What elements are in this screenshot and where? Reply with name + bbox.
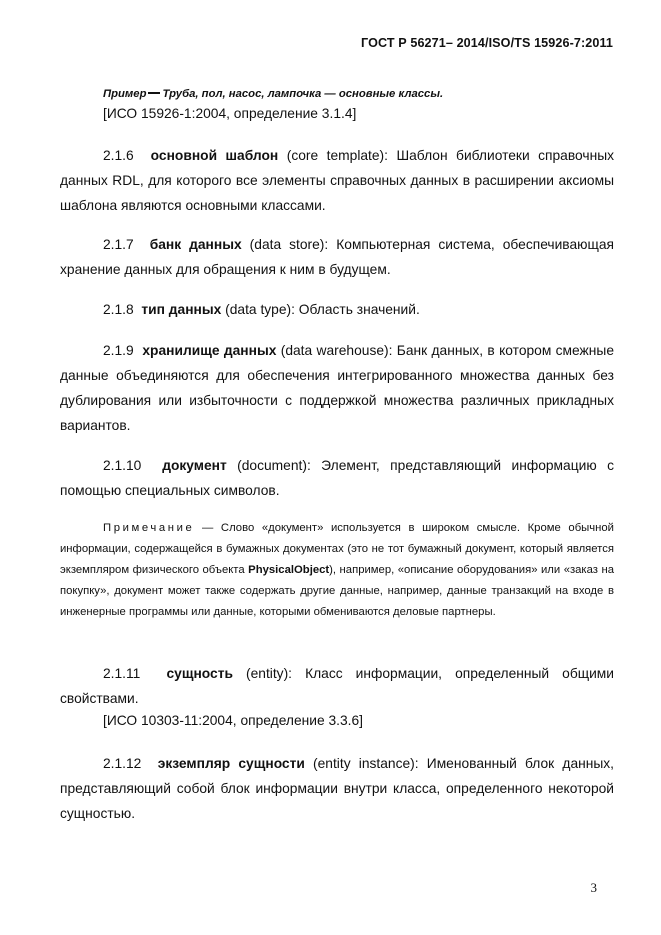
term: сущность: [166, 666, 233, 681]
reference-1: [ИСО 15926-1:2004, определение 3.1.4]: [103, 106, 357, 121]
dash-mark: [148, 92, 160, 94]
definition-text: (entity instance): Именованный блок данных, представляющий собой блок информации внутри класса, определенного некоторой сущностью.: [60, 756, 615, 821]
note-text-1: — Слово «документ» используется в широком смысле. Кроме обычной информации, содержащейся в бумажных документах (это не тот бумажный документ, который является экземпляром физического объекта: [60, 522, 614, 576]
definition-2-1-10: [60, 453, 614, 503]
definition-2-1-6: [60, 143, 614, 218]
definition-2-1-11: [60, 661, 614, 711]
note-block: [60, 518, 614, 623]
definition-2-1-8: [60, 297, 614, 322]
clause-number: 2.1.11: [103, 666, 141, 681]
clause-number: 2.1.9: [103, 343, 134, 358]
standard-header: ГОСТ Р 56271– 2014/ISO/TS 15926-7:2011: [361, 36, 613, 50]
term: банк данных: [149, 237, 242, 252]
example-line: [103, 84, 614, 102]
clause-number: 2.1.6: [103, 148, 134, 163]
term: экземпляр сущности: [157, 756, 305, 771]
term: хранилище данных: [142, 343, 277, 358]
definition-text: (document): Элемент, представляющий информацию с помощью специальных символов.: [60, 458, 614, 498]
example-text: Труба, пол, насос, лампочка — основные классы.: [162, 88, 444, 100]
definition-text: (data warehouse): Банк данных, в котором смежные данные объединяются для обеспечения интегрированного множества данных без дублирования или избыточности с поддержкой множества различных прикладных вариантов.: [60, 343, 614, 433]
definition-2-1-7: [60, 232, 614, 282]
definition-text: (entity): Класс информации, определенный общими свойствами.: [60, 666, 614, 706]
clause-number: 2.1.8: [103, 302, 134, 317]
note-label: Примечание: [103, 522, 195, 534]
term: основной шаблон: [150, 148, 279, 163]
example-label: Пример: [103, 88, 147, 100]
reference-2: [ИСО 10303-11:2004, определение 3.3.6]: [103, 713, 363, 728]
term: документ: [162, 458, 227, 473]
definition-text: (data store): Компьютерная система, обеспечивающая хранение данных для обращения к ним в будущем.: [60, 237, 615, 277]
definition-2-1-12: [60, 751, 614, 826]
clause-number: 2.1.10: [103, 458, 142, 473]
page-number: 3: [590, 880, 597, 895]
definition-text: (data type): Область значений.: [221, 302, 420, 317]
note-bold-term: PhysicalObject: [248, 564, 330, 576]
term: тип данных: [141, 302, 222, 317]
definition-text: (core template): Шаблон библиотеки справочных данных RDL, для которого все элементы справочных данных в расширении аксиомы шаблона являются основными классами.: [60, 148, 615, 213]
clause-number: 2.1.12: [103, 756, 142, 771]
definition-2-1-9: [60, 338, 614, 438]
clause-number: 2.1.7: [103, 237, 134, 252]
note-text-2: ), например, «описание оборудования» или «заказ на покупку», документ может также содержать другие данные, например, данные транзакций на входе в инженерные программы или данные, которыми обмениваются деловые партнеры.: [60, 564, 614, 618]
